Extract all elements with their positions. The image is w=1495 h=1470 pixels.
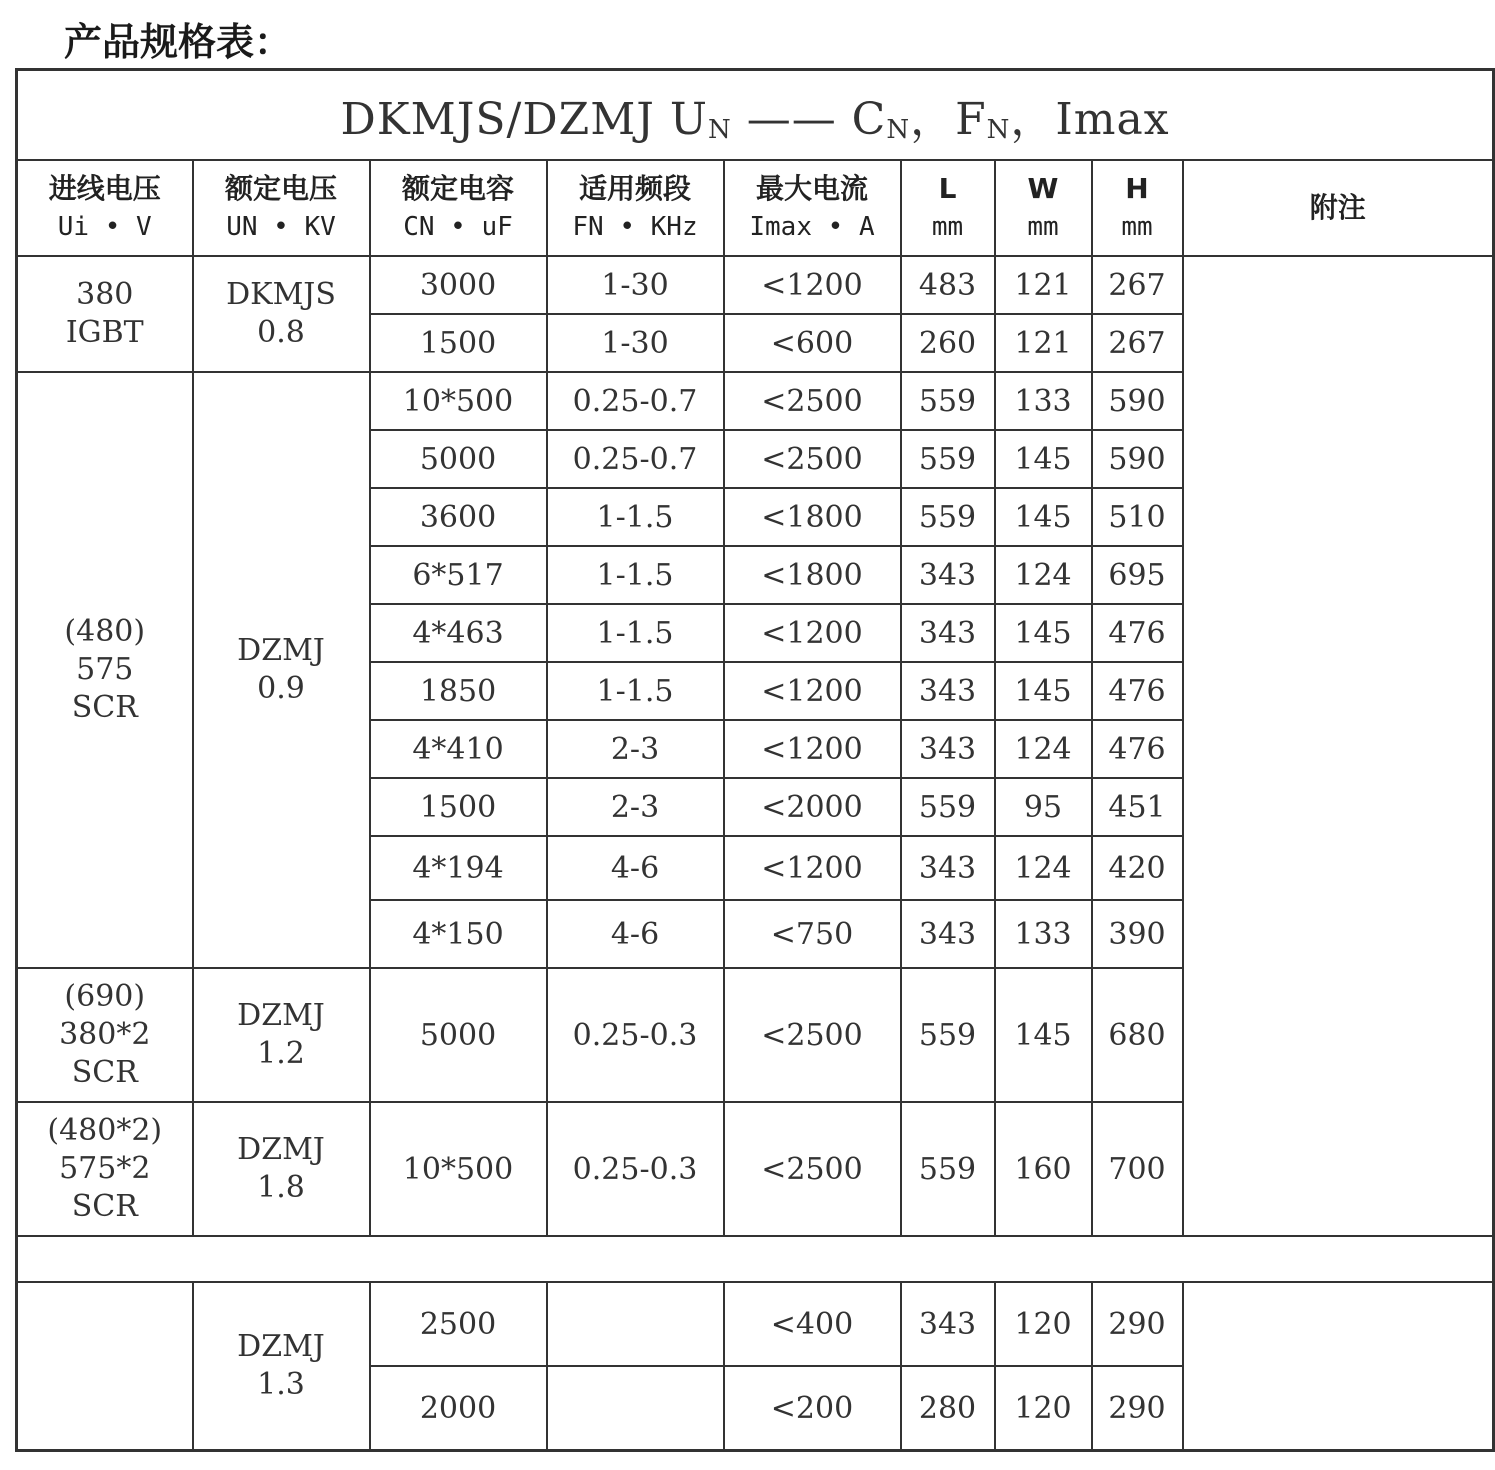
height-cell: 420 — [1092, 836, 1183, 900]
width-cell: 160 — [995, 1102, 1092, 1236]
frequency-cell: 4-6 — [547, 836, 724, 900]
height-cell: 680 — [1092, 968, 1183, 1102]
height-cell: 290 — [1092, 1366, 1183, 1451]
capacitance-cell: 10*500 — [370, 1102, 547, 1236]
height-cell: 267 — [1092, 314, 1183, 372]
table-title: DKMJS/DZMJ $U_N$ —— $C_N$，$F_N$，Imax — [17, 70, 1494, 161]
current-cell: <2000 — [724, 778, 901, 836]
current-cell: <1800 — [724, 546, 901, 604]
current-cell: <2500 — [724, 430, 901, 488]
group-un-cell: DZMJ 1.8 — [193, 1102, 370, 1236]
current-cell: <400 — [724, 1282, 901, 1366]
width-cell: 95 — [995, 778, 1092, 836]
frequency-cell: 1-1.5 — [547, 604, 724, 662]
capacitance-cell: 1850 — [370, 662, 547, 720]
frequency-cell: 0.25-0.3 — [547, 968, 724, 1102]
frequency-cell: 2-3 — [547, 778, 724, 836]
current-cell: <1200 — [724, 604, 901, 662]
length-cell: 559 — [901, 1102, 995, 1236]
width-cell: 121 — [995, 314, 1092, 372]
group-un-cell: DZMJ 0.9 — [193, 372, 370, 968]
width-cell: 121 — [995, 256, 1092, 314]
current-cell: <2500 — [724, 968, 901, 1102]
capacitance-cell: 4*194 — [370, 836, 547, 900]
frequency-cell: 1-30 — [547, 314, 724, 372]
capacitance-cell: 4*410 — [370, 720, 547, 778]
spacer-row — [17, 1236, 1494, 1282]
capacitance-cell: 1500 — [370, 314, 547, 372]
frequency-cell: 1-1.5 — [547, 662, 724, 720]
page-title: 产品规格表： — [64, 20, 293, 64]
current-cell: <1200 — [724, 662, 901, 720]
capacitance-cell: 6*517 — [370, 546, 547, 604]
current-cell: <2500 — [724, 372, 901, 430]
frequency-cell: 2-3 — [547, 720, 724, 778]
group-ui-cell — [17, 1282, 193, 1451]
frequency-cell: 0.25-0.3 — [547, 1102, 724, 1236]
width-cell: 145 — [995, 968, 1092, 1102]
height-cell: 267 — [1092, 256, 1183, 314]
capacitance-cell: 4*463 — [370, 604, 547, 662]
frequency-cell: 1-30 — [547, 256, 724, 314]
width-cell: 145 — [995, 662, 1092, 720]
col-header-h: H mm — [1092, 160, 1183, 256]
current-cell: <1200 — [724, 836, 901, 900]
length-cell: 343 — [901, 1282, 995, 1366]
length-cell: 559 — [901, 488, 995, 546]
frequency-cell: 0.25-0.7 — [547, 372, 724, 430]
width-cell: 145 — [995, 488, 1092, 546]
length-cell: 343 — [901, 604, 995, 662]
group-ui-cell: (480*2) 575*2 SCR — [17, 1102, 193, 1236]
frequency-cell: 4-6 — [547, 900, 724, 968]
width-cell: 120 — [995, 1282, 1092, 1366]
col-header-ui: 进线电压 Ui • V — [17, 160, 193, 256]
length-cell: 280 — [901, 1366, 995, 1451]
height-cell: 476 — [1092, 662, 1183, 720]
group-un-cell: DKMJS 0.8 — [193, 256, 370, 372]
current-cell: <600 — [724, 314, 901, 372]
group-un-cell: DZMJ 1.2 — [193, 968, 370, 1102]
height-cell: 390 — [1092, 900, 1183, 968]
length-cell: 343 — [901, 662, 995, 720]
frequency-cell: 1-1.5 — [547, 488, 724, 546]
length-cell: 559 — [901, 968, 995, 1102]
frequency-cell: 1-1.5 — [547, 546, 724, 604]
capacitance-cell: 4*150 — [370, 900, 547, 968]
capacitance-cell: 10*500 — [370, 372, 547, 430]
width-cell: 133 — [995, 372, 1092, 430]
length-cell: 343 — [901, 836, 995, 900]
col-header-fn: 适用频段 FN • KHz — [547, 160, 724, 256]
current-cell: <200 — [724, 1366, 901, 1451]
height-cell: 476 — [1092, 720, 1183, 778]
height-cell: 695 — [1092, 546, 1183, 604]
col-header-l: L mm — [901, 160, 995, 256]
current-cell: <1200 — [724, 720, 901, 778]
width-cell: 124 — [995, 546, 1092, 604]
length-cell: 559 — [901, 778, 995, 836]
col-header-w: W mm — [995, 160, 1092, 256]
width-cell: 133 — [995, 900, 1092, 968]
width-cell: 145 — [995, 430, 1092, 488]
width-cell: 120 — [995, 1366, 1092, 1451]
length-cell: 559 — [901, 372, 995, 430]
table-row — [17, 256, 1494, 314]
group-ui-cell: (480) 575 SCR — [17, 372, 193, 968]
length-cell: 343 — [901, 720, 995, 778]
height-cell: 700 — [1092, 1102, 1183, 1236]
height-cell: 476 — [1092, 604, 1183, 662]
height-cell: 590 — [1092, 430, 1183, 488]
capacitance-cell: 3600 — [370, 488, 547, 546]
current-cell: <2500 — [724, 1102, 901, 1236]
length-cell: 343 — [901, 546, 995, 604]
frequency-cell — [547, 1282, 724, 1366]
current-cell: <1200 — [724, 256, 901, 314]
capacitance-cell: 1500 — [370, 778, 547, 836]
frequency-cell — [547, 1366, 724, 1451]
length-cell: 483 — [901, 256, 995, 314]
note-cell-bottom — [1183, 1282, 1494, 1451]
frequency-cell: 0.25-0.7 — [547, 430, 724, 488]
group-un-cell: DZMJ 1.3 — [193, 1282, 370, 1451]
col-header-cn: 额定电容 CN • uF — [370, 160, 547, 256]
width-cell: 145 — [995, 604, 1092, 662]
current-cell: <750 — [724, 900, 901, 968]
col-header-un: 额定电压 UN • KV — [193, 160, 370, 256]
capacitance-cell: 5000 — [370, 430, 547, 488]
height-cell: 290 — [1092, 1282, 1183, 1366]
width-cell: 124 — [995, 836, 1092, 900]
length-cell: 559 — [901, 430, 995, 488]
col-header-note: 附注 — [1183, 160, 1494, 256]
col-header-imax: 最大电流 Imax • A — [724, 160, 901, 256]
group-ui-cell: 380 IGBT — [17, 256, 193, 372]
capacitance-cell: 2500 — [370, 1282, 547, 1366]
height-cell: 590 — [1092, 372, 1183, 430]
height-cell: 510 — [1092, 488, 1183, 546]
capacitance-cell: 3000 — [370, 256, 547, 314]
length-cell: 260 — [901, 314, 995, 372]
capacitance-cell: 2000 — [370, 1366, 547, 1451]
note-cell — [1183, 256, 1494, 1236]
current-cell: <1800 — [724, 488, 901, 546]
spec-table — [15, 68, 1495, 1452]
capacitance-cell: 5000 — [370, 968, 547, 1102]
length-cell: 343 — [901, 900, 995, 968]
table-row — [17, 1282, 1494, 1366]
width-cell: 124 — [995, 720, 1092, 778]
group-ui-cell: (690) 380*2 SCR — [17, 968, 193, 1102]
spacer-cell — [17, 1236, 1494, 1282]
header-row — [17, 160, 1494, 256]
height-cell: 451 — [1092, 778, 1183, 836]
